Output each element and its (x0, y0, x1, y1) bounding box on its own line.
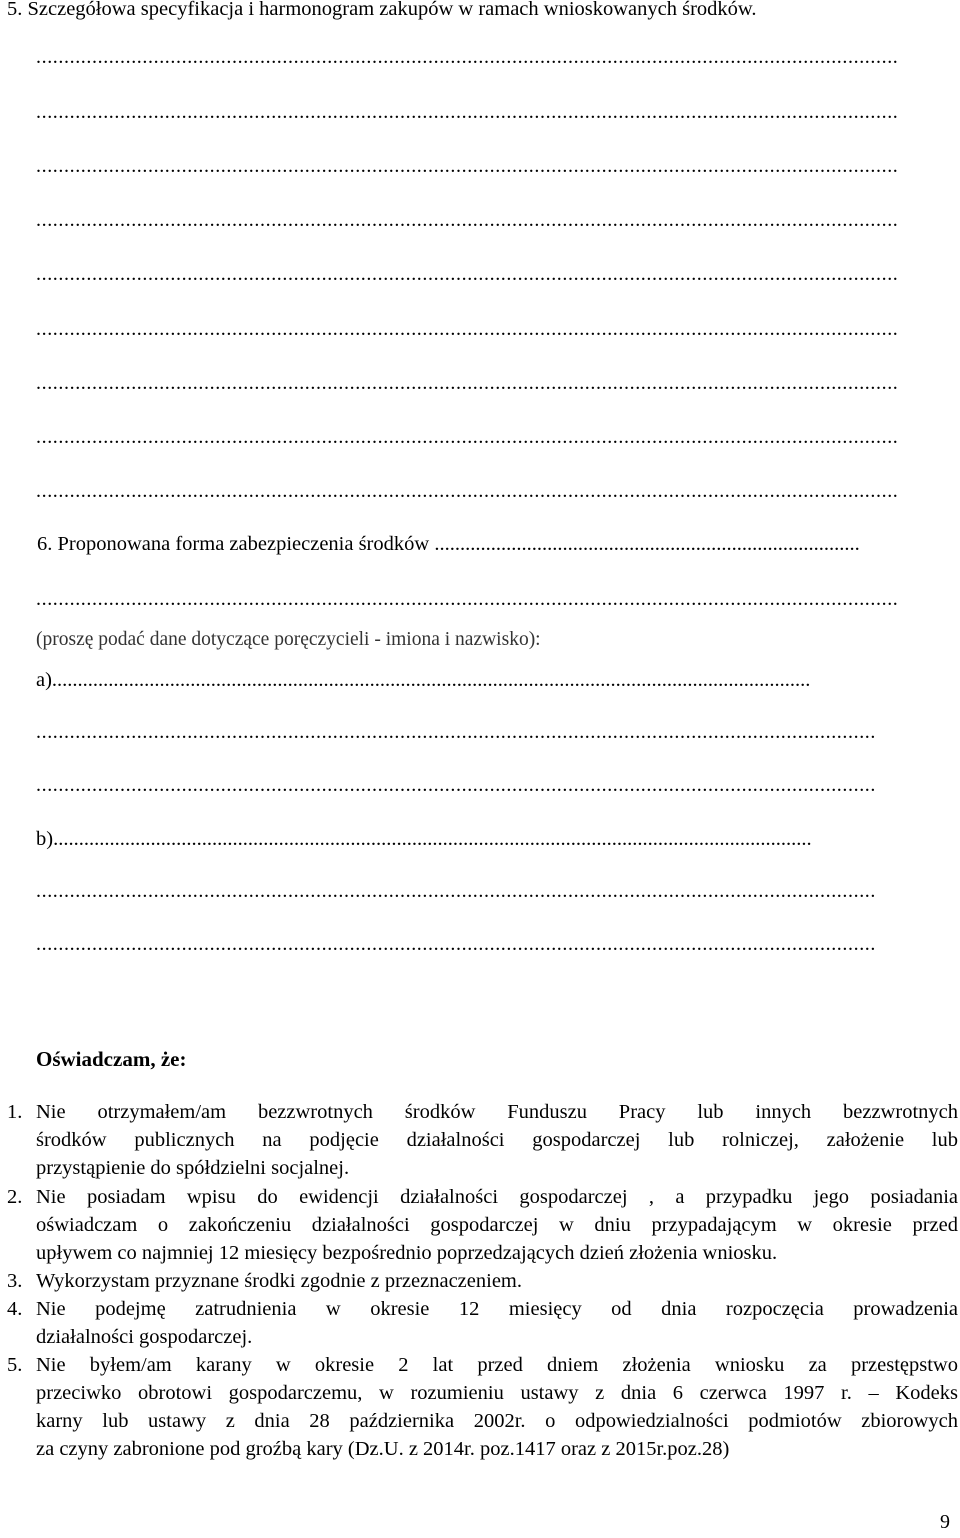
fill-line[interactable]: .......................................................................................................................................................... (36, 318, 899, 340)
item-number: 3. (7, 1270, 23, 1292)
item-number: 2. (7, 1186, 23, 1208)
declaration-line: Nie podejmę zatrudnienia w okresie 12 miesięcy od dnia rozpoczęcia prowadzenia (36, 1298, 958, 1320)
fill-line[interactable]: .......................................................................................................................................................... (36, 426, 899, 448)
declaration-line: środków publicznych na podjęcie działalności gospodarczej lub rolniczej, założenie lub (36, 1129, 958, 1151)
fill-line[interactable]: .......................................................................................................................................................... (36, 101, 899, 123)
declaration-line: karny lub ustawy z dnia 28 października 2002r. o odpowiedzialności podmiotów zbiorowych (36, 1410, 958, 1432)
fill-line[interactable]: ...................................................................................................................................................... (36, 721, 876, 743)
fill-line[interactable]: ...................................................................................................................................................... (36, 774, 876, 796)
declaration-line: za czyny zabronione pod groźbą kary (Dz.U. z 2014r. poz.1417 oraz z 2015r.poz.28) (36, 1438, 730, 1460)
declaration-line: upływem co najmniej 12 miesięcy bezpośrednio poprzedzających dzień złożenia wniosku. (36, 1242, 778, 1264)
guarantor-note: (proszę podać dane dotyczące poręczycieli - imiona i nazwisko): (36, 629, 541, 650)
declaration-line: przystąpienie do spółdzielni socjalnej. (36, 1157, 350, 1179)
fill-line[interactable]: .......................................................................................................................................................... (36, 263, 899, 285)
declaration-line: przeciwko obrotowi gospodarczemu, w rozumieniu ustawy z dnia 6 czerwca 1997 r. – Kodeks (36, 1382, 958, 1404)
fill-line[interactable]: .......................................................................................................................................................... (36, 588, 899, 610)
fill-line[interactable]: .......................................................................................................................................................... (36, 480, 899, 502)
guarantor-a-line[interactable]: a).................................................................................................................................................... (36, 669, 811, 691)
page-number: 9 (940, 1511, 950, 1533)
fill-line[interactable]: .......................................................................................................................................................... (36, 155, 899, 177)
section-5-title: 5. Szczegółowa specyfikacja i harmonogram zakupów w ramach wnioskowanych środków. (7, 0, 757, 20)
fill-line[interactable]: .......................................................................................................................................................... (36, 46, 899, 68)
declaration-line: Nie posiadam wpisu do ewidencji działalności gospodarczej , a przypadku jego posiadania (36, 1186, 958, 1208)
declaration-line: Nie byłem/am karany w okresie 2 lat przed dniem złożenia wniosku za przestępstwo (36, 1354, 958, 1376)
item-number: 5. (7, 1354, 23, 1376)
item-number: 4. (7, 1298, 23, 1320)
fill-line[interactable]: .......................................................................................................................................................... (36, 372, 899, 394)
declaration-heading: Oświadczam, że: (36, 1047, 187, 1071)
fill-line[interactable]: ...................................................................................................................................................... (36, 880, 876, 902)
fill-line[interactable]: ...................................................................................................................................................... (36, 933, 876, 955)
declaration-line: Nie otrzymałem/am bezzwrotnych środków Funduszu Pracy lub innych bezzwrotnych (36, 1101, 958, 1123)
declaration-line: Wykorzystam przyznane środki zgodnie z przeznaczeniem. (36, 1270, 522, 1292)
item-number: 1. (7, 1101, 23, 1123)
guarantor-b-line[interactable]: b).................................................................................................................................................... (36, 828, 812, 850)
section-6-title: 6. Proponowana forma zabezpieczenia środków ................................................................................... (37, 533, 860, 555)
fill-line[interactable]: .......................................................................................................................................................... (36, 209, 899, 231)
declaration-line: działalności gospodarczej. (36, 1326, 253, 1348)
declaration-line: oświadczam o zakończeniu działalności gospodarczej w dniu przypadającym w okresie przed (36, 1214, 958, 1236)
